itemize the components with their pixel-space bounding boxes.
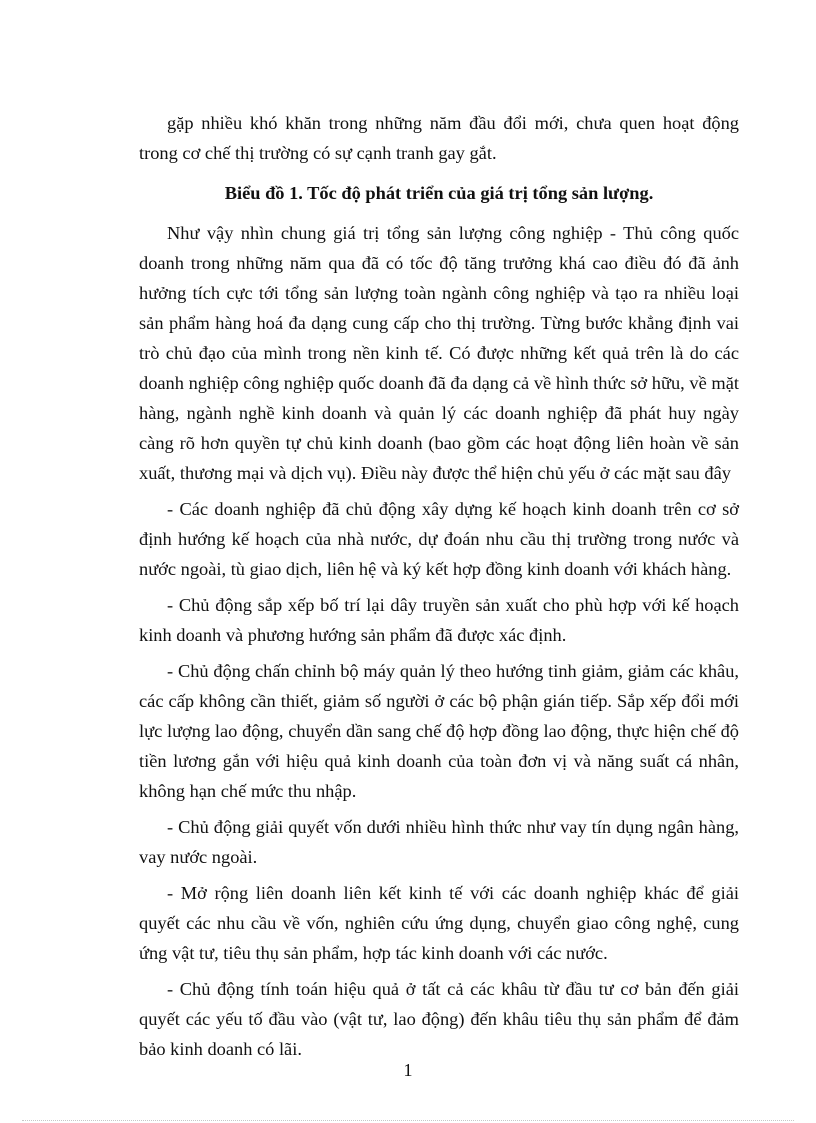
bullet-paragraph-capital: - Chủ động giải quyết vốn dưới nhiều hình thức như vay tín dụng ngân hàng, vay nước ngoài. xyxy=(139,817,739,867)
figure-caption: Biểu đồ 1. Tốc độ phát triển của giá trị tổng sản lượng. xyxy=(224,183,654,203)
page-bottom-divider xyxy=(22,1120,794,1121)
bullet-paragraph-joint-venture: - Mở rộng liên doanh liên kết kinh tế với các doanh nghiệp khác để giải quyết các nhu cầu về vốn, nghiên cứu ứng dụng, chuyển giao công nghệ, cung ứng vật tư, tiêu thụ sản phẩm, hợp tác kinh doanh với các nước. xyxy=(139,883,739,963)
bullet-paragraph-efficiency: - Chủ động tính toán hiệu quả ở tất cả các khâu từ đầu tư cơ bản đến giải quyết các yếu tố đầu vào (vật tư, lao động) đến khâu tiêu thụ sản phẩm để đảm bảo kinh doanh có lãi. xyxy=(139,979,739,1059)
bullet-paragraph-production-line: - Chủ động sắp xếp bố trí lại dây truyền sản xuất cho phù hợp với kế hoạch kinh doanh và phương hướng sản phẩm đã được xác định. xyxy=(139,595,739,645)
document-body xyxy=(139,108,739,1064)
paragraph-summary: Như vậy nhìn chung giá trị tổng sản lượng công nghiệp - Thủ công quốc doanh trong những năm qua đã có tốc độ tăng trưởng khá cao điều đó đã ảnh hưởng tích cực tới tổng sản lượng toàn ngành công nghiệp và tạo ra nhiều loại sản phẩm hàng hoá đa dạng cung cấp cho thị trường. Từng bước khẳng định vai trò chủ đạo của mình trong nền kinh tế. Có được những kết quả trên là do các doanh nghiệp công nghiệp quốc doanh đã đa dạng cả về hình thức sở hữu, về mặt hàng, ngành nghề kinh doanh và quản lý các doanh nghiệp đã phát huy ngày càng rõ hơn quyền tự chủ kinh doanh (bao gồm các hoạt động liên hoàn về sản xuất, thương mại và dịch vụ). Điều này được thể hiện chủ yếu ở các mặt sau đây xyxy=(139,223,739,483)
bullet-paragraph-management: - Chủ động chấn chỉnh bộ máy quản lý theo hướng tinh giảm, giảm các khâu, các cấp không cần thiết, giảm số người ở các bộ phận gián tiếp. Sắp xếp đổi mới lực lượng lao động, chuyển dần sang chế độ hợp đồng lao động, thực hiện chế độ tiền lương gắn với hiệu quả kinh doanh của toàn đơn vị và năng suất cá nhân, không hạn chế mức thu nhập. xyxy=(139,661,739,801)
paragraph-continuation: gặp nhiều khó khăn trong những năm đầu đổi mới, chưa quen hoạt động trong cơ chế thị trường có sự cạnh tranh gay gắt. xyxy=(139,113,739,163)
page-number: 1 xyxy=(403,1060,413,1080)
bullet-paragraph-plan: - Các doanh nghiệp đã chủ động xây dựng kế hoạch kinh doanh trên cơ sở định hướng kế hoạch của nhà nước, dự đoán nhu cầu thị trường trong nước và nước ngoài, tù giao dịch, liên hệ và ký kết hợp đồng kinh doanh với khách hàng. xyxy=(139,499,739,579)
